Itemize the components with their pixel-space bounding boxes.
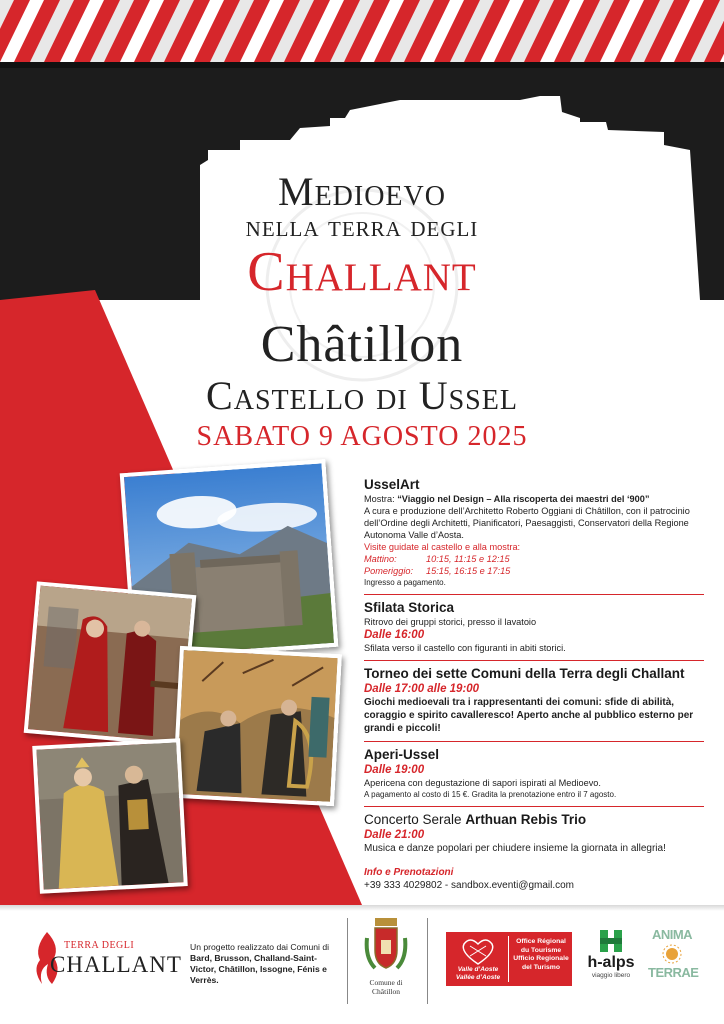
section-concerto (364, 806, 704, 855)
section-aperi (364, 741, 704, 800)
comune-line1: Comune di (369, 978, 403, 987)
terra-challant-logo (30, 930, 180, 990)
mostra-title: “Viaggio nel Design – Alla riscoperta dei maestri del ‘900” (397, 494, 650, 504)
comune-logo (355, 918, 417, 1004)
costume-photo-gold (32, 738, 188, 894)
office-line4: del Turismo (521, 963, 561, 971)
title-chatillon: Châtillon (260, 316, 464, 373)
concerto-title (364, 812, 704, 828)
usselart-visite: Visite guidate al castello e alla mostra: (364, 542, 521, 552)
sfilata-title: Sfilata Storica (364, 600, 455, 615)
usselart-mostra (364, 493, 704, 505)
concerto-prefix: Concerto Serale (364, 812, 466, 827)
terra-logo-main: CHALLANT (50, 952, 182, 977)
section-sfilata (364, 594, 704, 654)
section-usselart (364, 477, 704, 588)
vda-tourism-logo (446, 932, 572, 986)
aperi-line1: Apericena con degustazione di sapori ispirati al Medioevo. (364, 778, 601, 788)
mostra-prefix: Mostra: (364, 494, 398, 504)
office-text (512, 938, 570, 972)
concerto-desc: Musica e danze popolari per chiudere insieme la giornata in allegria! (364, 843, 666, 854)
footer-shadow (0, 905, 724, 911)
title-nella-terra: nella terra degli (245, 210, 479, 243)
vda-line1: Valle d’Aoste (457, 966, 499, 973)
anima-line2: TERRAE (648, 965, 699, 980)
harp-musicians-photo (172, 646, 342, 806)
program-list (364, 477, 704, 893)
halps-name: h-alps (587, 954, 635, 971)
info-contact: +39 333 4029802 - sandbox.eventi@gmail.com (364, 880, 575, 891)
vda-inner-divider (508, 936, 509, 982)
comune-line2: Châtillon (372, 987, 400, 996)
sun-icon (662, 944, 682, 964)
footer-divider-1 (347, 918, 348, 1004)
coat-of-arms-icon (363, 918, 409, 974)
schedule-pomeriggio (364, 565, 704, 577)
aperi-title: Aperi-Ussel (364, 747, 440, 762)
terra-logo-top: TERRA DEGLI (64, 940, 135, 951)
title-castello: Castello di Ussel (206, 373, 518, 418)
mattino-times: 10:15, 11:15 e 12:15 (426, 554, 510, 564)
stripe-shadow (0, 62, 724, 68)
usselart-title: UsselArt (364, 477, 420, 492)
title-challant: Challant (247, 241, 477, 303)
schedule-mattino (364, 553, 704, 565)
sfilata-line1: Ritrovo dei gruppi storici, presso il lavatoio (364, 617, 537, 627)
concerto-band: Arthuan Rebis Trio (465, 812, 587, 827)
vda-line2: Vallée d’Aoste (455, 974, 501, 981)
sfilata-time: Dalle 16:00 (364, 629, 425, 641)
usselart-desc: A cura e produzione dell’Architetto Roberto Oggiani di Châtillon, con il patrocinio dell’Ordine degli Architetti, Pianificatori, Paesaggisti, Conservatori della Regione Autonoma Valle d’Aosta. (364, 506, 690, 540)
halps-sub: viaggio libero (591, 972, 631, 979)
office-line1: Office Régional (516, 938, 566, 945)
halps-logo (578, 928, 644, 992)
concerto-time: Dalle 21:00 (364, 829, 425, 841)
office-line3: Ufficio Regionale (513, 955, 569, 962)
section-torneo (364, 660, 704, 735)
torneo-title: Torneo dei sette Comuni della Terra degli Challant (364, 666, 685, 681)
project-intro: Un progetto realizzato dai Comuni di (190, 942, 330, 952)
event-date: SABATO 9 AGOSTO 2025 (196, 421, 528, 452)
title-medioevo: Medioevo (278, 169, 446, 214)
pomeriggio-times: 15:15, 16:15 e 17:15 (426, 566, 511, 576)
costume-photo-red (24, 581, 197, 746)
heart-emblem-icon (458, 936, 498, 966)
aperi-line2: A pagamento al costo di 15 €. Gradita la prenotazione entro il 7 agosto. (364, 790, 617, 799)
torneo-time: Dalle 17:00 alle 19:00 (364, 683, 480, 695)
anima-line1: ANIMA (651, 927, 693, 942)
usselart-ingresso: Ingresso a pagamento. (364, 578, 446, 587)
project-text (190, 942, 340, 986)
sfilata-line2: Sfilata verso il castello con figuranti in abiti storici. (364, 643, 566, 653)
halps-mark-icon (598, 928, 624, 954)
mattino-label: Mattino: (364, 554, 397, 564)
aperi-time: Dalle 19:00 (364, 764, 425, 776)
pomeriggio-label: Pomeriggio: (364, 566, 414, 576)
footer-divider-2 (427, 918, 428, 1004)
anima-terrae-logo (648, 927, 699, 996)
torneo-desc: Giochi medioevali tra i rappresentanti dei comuni: sfide di abilità, coraggio e spirito cavalleresco! Aperto anche al pubblico esterno per grandi e piccoli! (364, 697, 694, 734)
info-title: Info e Prenotazioni (364, 867, 454, 878)
office-line2: du Tourisme (520, 946, 562, 954)
project-list: Bard, Brusson, Challand-Saint-Victor, Châtillon, Issogne, Fénis e Verrès. (190, 953, 327, 985)
